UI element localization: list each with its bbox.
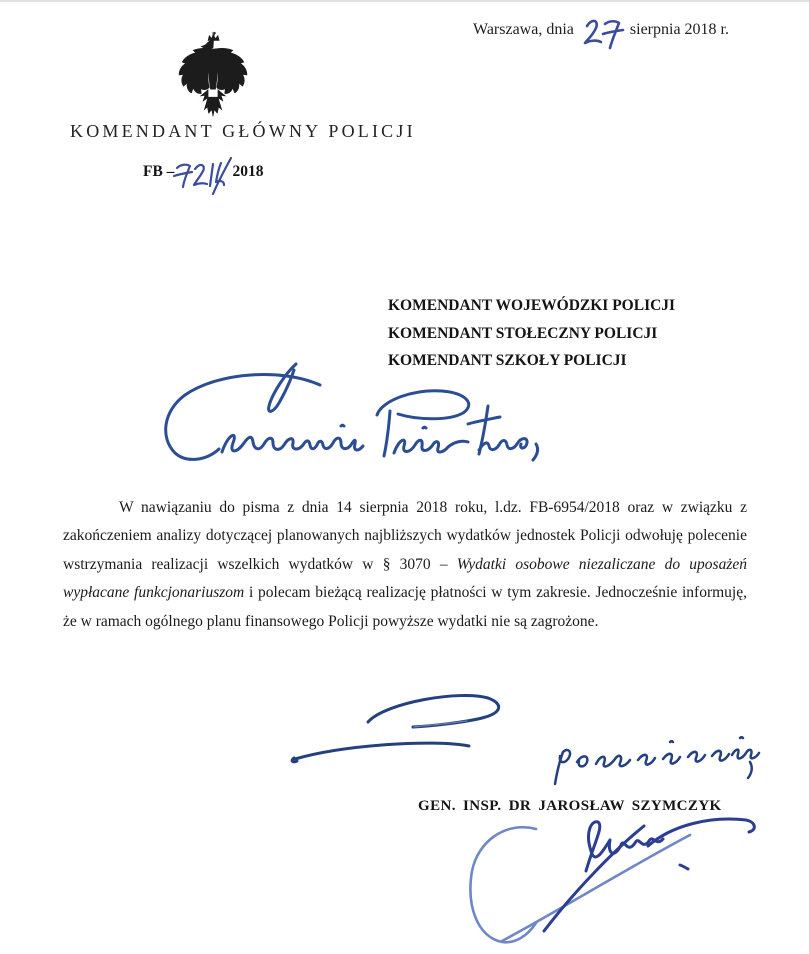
reference-prefix: FB – <box>143 163 175 180</box>
date-line <box>473 14 729 52</box>
body-paragraph <box>63 494 747 637</box>
polish-eagle-emblem-icon <box>176 31 250 119</box>
scan-edge-artifact <box>0 0 809 2</box>
handwritten-greeting-ink <box>122 362 562 472</box>
handwritten-signature-ink <box>458 813 803 954</box>
signer-name: GEN. INSP. DR JAROSŁAW SZYMCZYK <box>418 798 722 814</box>
recipient-line: KOMENDANT STOŁECZNY POLICJI <box>388 324 658 342</box>
reference-line <box>143 154 263 190</box>
body-text-part1: W nawiązaniu do pisma z dnia 14 sierpnia 2018 roku, l.dz. FB-6954/2018 oraz w związku z zakończeniem analizy dotyczącej planowanych najbliższych wydatków jednostek Policji odwołuję polecenie wstrzymania realizacji wszelkich wydatków w § 3070 – <box>63 498 747 573</box>
recipient-line: KOMENDANT SZKOŁY POLICJI <box>388 352 627 369</box>
body-text-italic: Wydatki osobowe niezaliczane do uposażeń wypłacane funkcjonariuszom <box>63 555 747 602</box>
handwritten-closing-flourish-ink <box>283 688 513 768</box>
date-suffix: sierpnia 2018 r. <box>629 21 729 38</box>
reference-year: 2018 <box>232 163 264 180</box>
date-prefix: Warszawa, dnia <box>473 21 574 38</box>
body-text-part2: i polecam bieżącą realizację płatności w tym zakresie. Jednocześnie informuję, że w ramach ogólnego planu finansowego Policji powyższe wydatki nie są zagrożone. <box>63 584 747 630</box>
sender-title: KOMENDANT GŁÓWNY POLICJI <box>70 121 416 141</box>
handwritten-closing-word-ink <box>546 736 766 798</box>
handwritten-reference-number-ink <box>172 154 234 196</box>
recipient-line: KOMENDANT WOJEWÓDZKI POLICJI <box>388 297 676 314</box>
handwritten-day-ink <box>578 14 626 52</box>
